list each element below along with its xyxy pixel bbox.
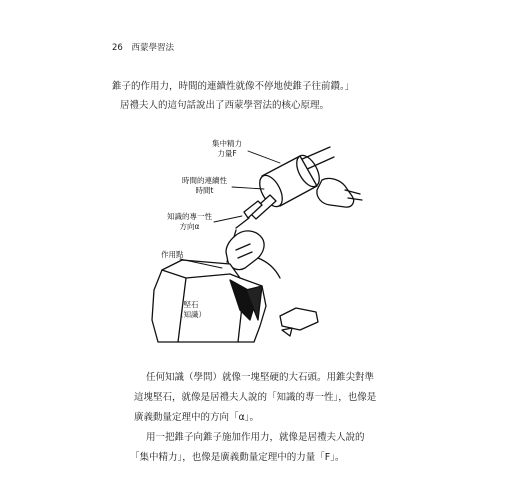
- point-label: 作用點: [161, 250, 184, 259]
- body-p1-line-1: 任何知識（學問）就像一塊堅硬的大石頭。用錐尖對準: [146, 372, 375, 383]
- body-p1-line-2: 這塊堅石，就像是居禮夫人說的「知識的專一性」，也像是: [134, 392, 377, 403]
- direction-pointer: [214, 216, 242, 222]
- rock-chip-small: [282, 328, 292, 336]
- direction-label-line-1: 知識的專一性: [167, 212, 212, 221]
- direction-label: [167, 212, 212, 232]
- page-number: 26: [112, 43, 123, 53]
- force-label-line-2: 力量F: [217, 149, 237, 158]
- book-title: 西蒙學習法: [131, 43, 175, 53]
- force-pointer: [248, 151, 280, 163]
- rock-label: [176, 300, 206, 320]
- body-p1-line-3: 廣義動量定理中的方向「α」。: [134, 412, 260, 423]
- time-pointer: [232, 187, 264, 189]
- intro-line-1: 錐子的作用力，時間的連續性就像不停地使錐子往前鑽。」: [112, 81, 355, 92]
- time-label-line-1: 時間的連續性: [182, 176, 227, 185]
- direction-label-line-2: 方向α: [179, 222, 200, 231]
- force-label: [212, 139, 242, 159]
- rock: [152, 260, 266, 342]
- awl-hand: [226, 231, 264, 270]
- rock-chip: [280, 308, 318, 330]
- rock-label-line-1: 堅石: [183, 300, 199, 309]
- time-label: [182, 176, 227, 196]
- body-p2-line-2: 「集中精力」，也像是廣義動量定理中的力量「F」。: [130, 452, 345, 463]
- body-p2-line-1: 用一把錐子向錐子施加作用力，就像是居禮夫人說的: [146, 432, 365, 443]
- force-label-line-1: 集中精力: [212, 139, 242, 148]
- intro-line-2: 居禮夫人的這句話說出了西蒙學習法的核心原理。: [120, 100, 330, 111]
- hammer-hand: [317, 178, 362, 207]
- time-label-line-2: 時間t: [195, 186, 214, 195]
- rock-label-line-2: （知識）: [176, 310, 206, 319]
